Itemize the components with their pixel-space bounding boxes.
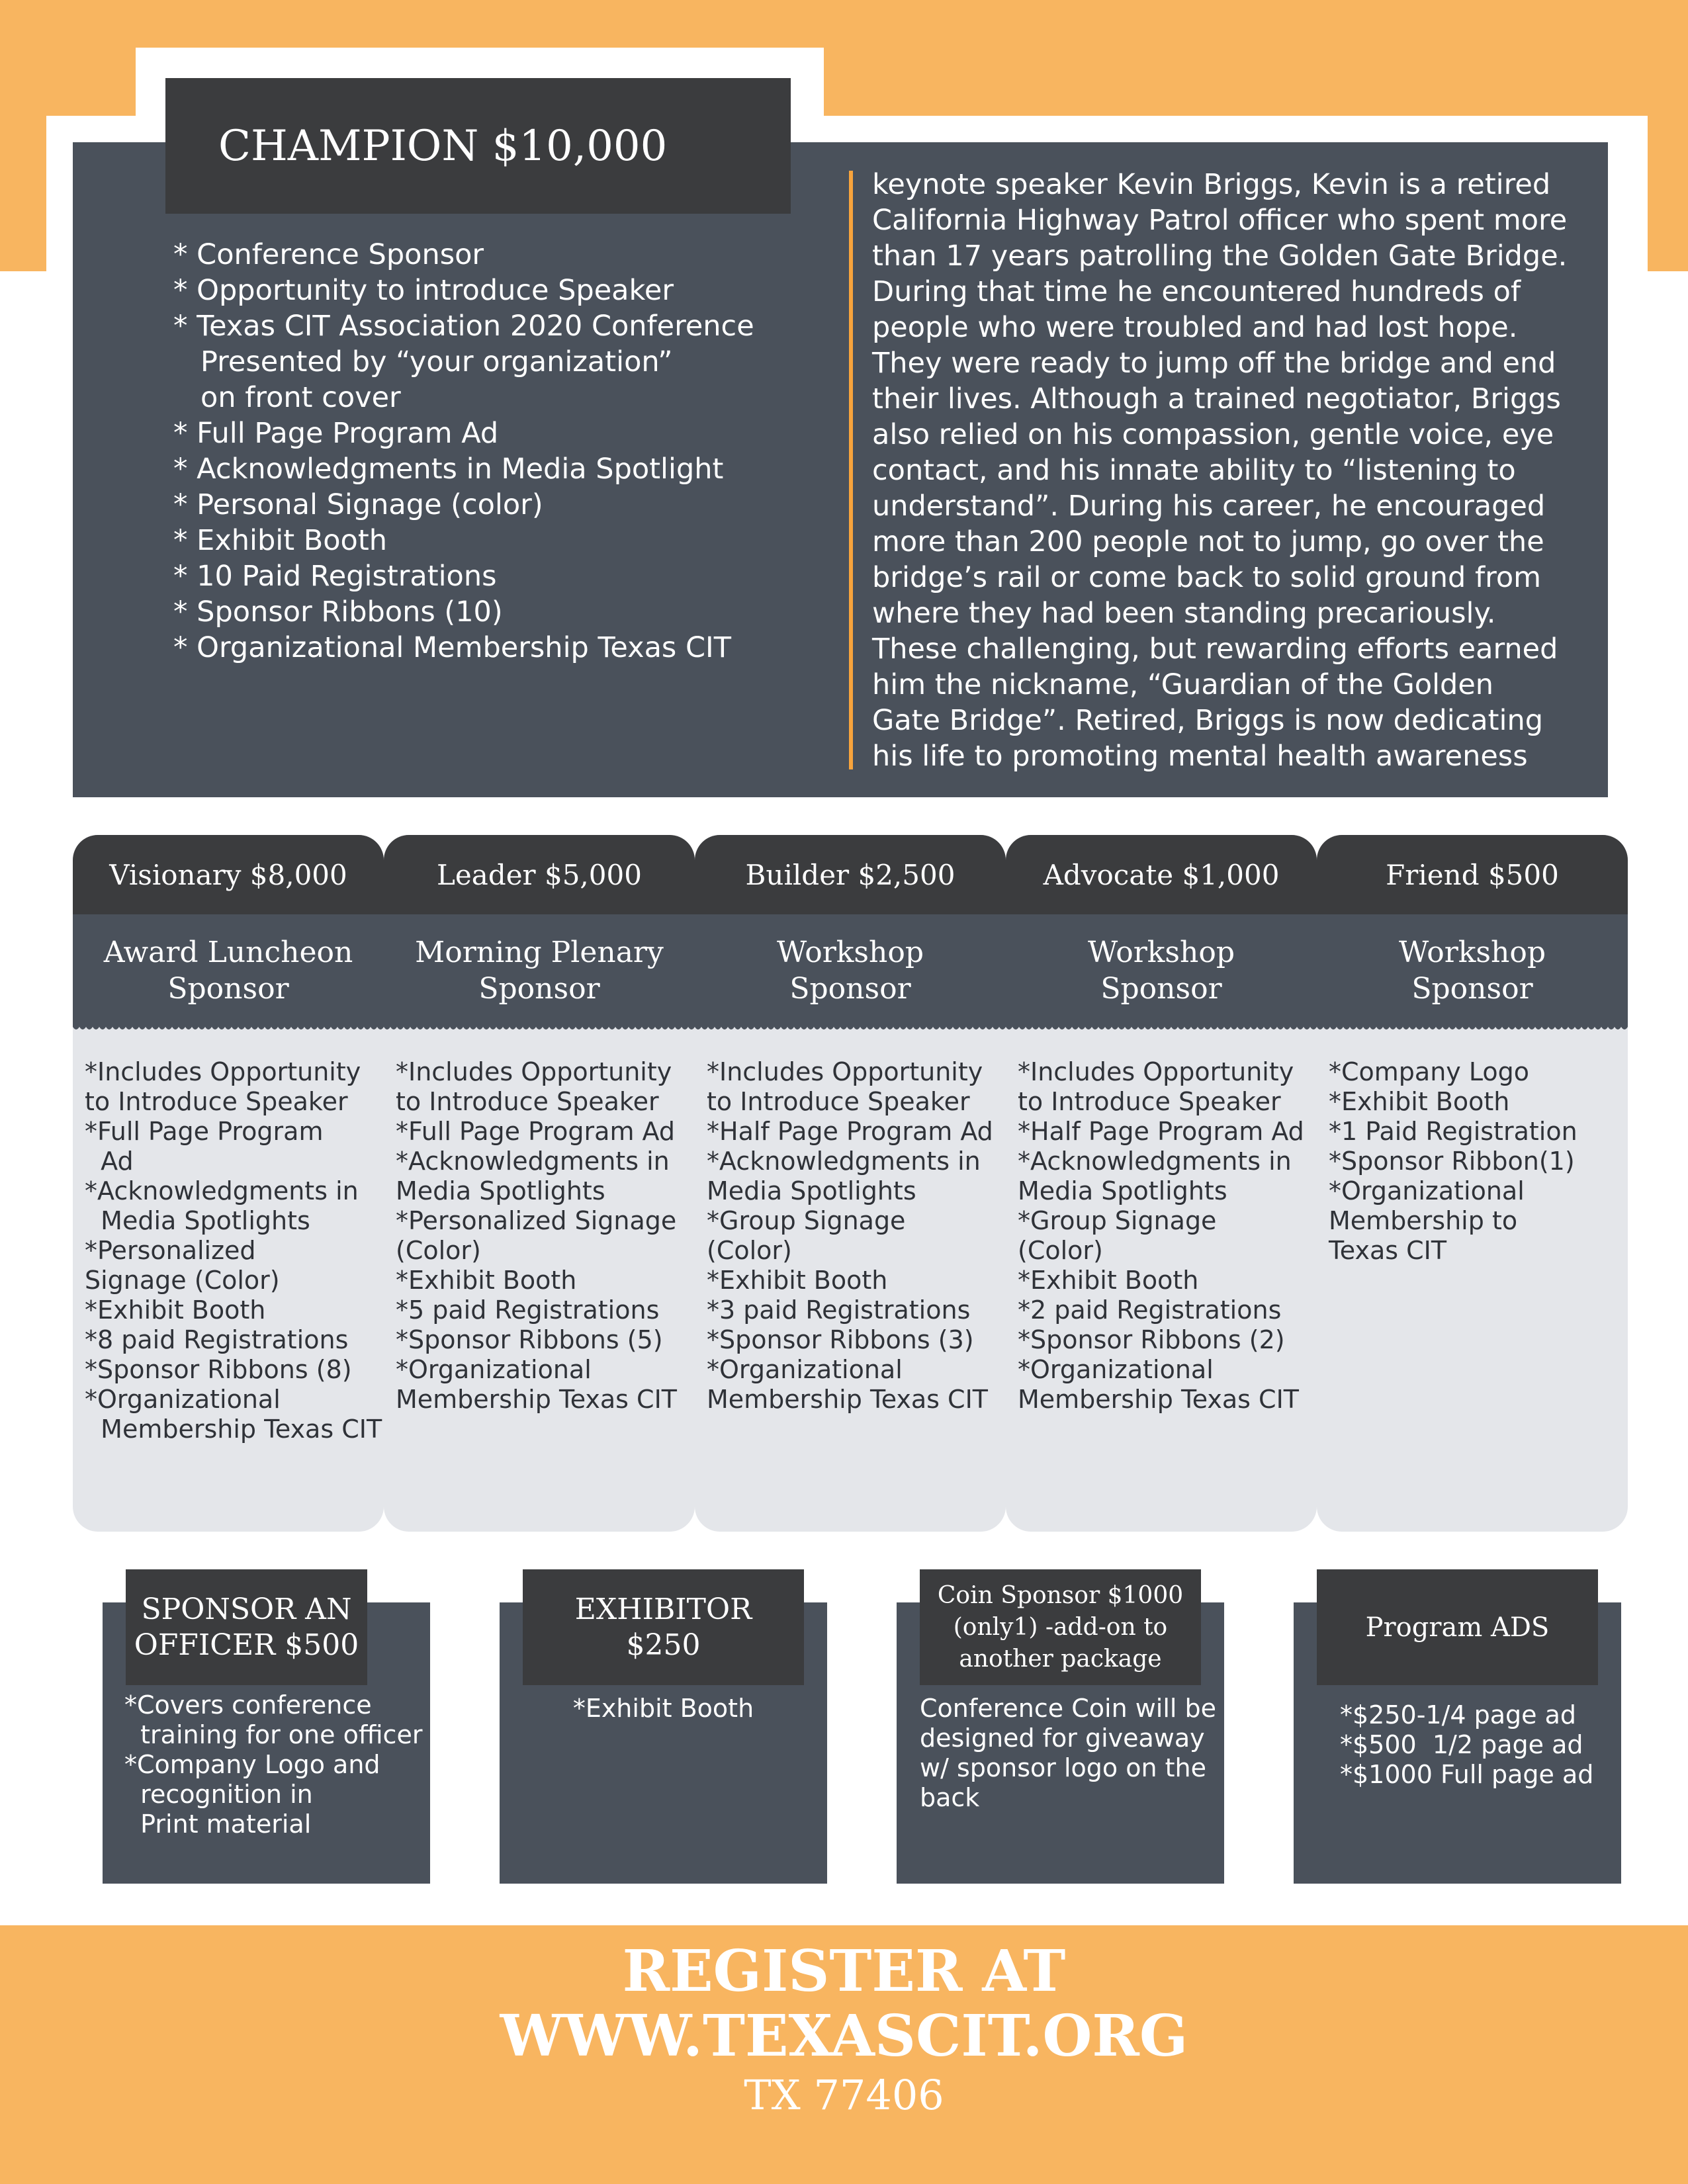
list-item: *Sponsor Ribbon(1) xyxy=(1329,1147,1575,1176)
register-url[interactable]: WWW.TEXASCIT.ORG xyxy=(500,2003,1188,2070)
tier-subtitle xyxy=(1006,914,1317,1027)
list-item: Membership Texas CIT xyxy=(707,1385,989,1414)
list-item: *Group Signage xyxy=(707,1206,906,1235)
list-item: *Personalized Signage xyxy=(396,1206,677,1235)
list-item: * Acknowledgments in Media Spotlight xyxy=(173,453,724,486)
list-item: * Texas CIT Association 2020 Conference xyxy=(173,310,754,343)
tier-benefits xyxy=(1329,1057,1623,1266)
list-item: *Includes Opportunity xyxy=(707,1057,983,1086)
list-item: *Exhibit Booth xyxy=(707,1266,888,1295)
keynote-line: also relied on his compassion, gentle voice, eye xyxy=(872,418,1554,451)
list-item: to Introduce Speaker xyxy=(707,1087,970,1116)
keynote-line: than 17 years patrolling the Golden Gate Bridge. xyxy=(872,240,1568,273)
box-title-line: OFFICER $500 xyxy=(134,1628,359,1662)
box-title-line: EXHIBITOR xyxy=(574,1592,752,1626)
list-item: * Personal Signage (color) xyxy=(173,488,543,521)
list-item: *Sponsor Ribbons (2) xyxy=(1018,1325,1285,1354)
list-item: *Covers conference xyxy=(124,1690,372,1720)
tier-title: Builder $2,500 xyxy=(695,835,1006,914)
list-item: *5 paid Registrations xyxy=(396,1295,660,1325)
list-item: *Organizational xyxy=(1018,1355,1214,1384)
list-item: Media Spotlights xyxy=(707,1176,916,1205)
tier-subtitle xyxy=(1317,914,1628,1027)
list-item: Presented by “your organization” xyxy=(173,345,673,378)
list-item: Media Spotlights xyxy=(1018,1176,1227,1205)
list-item: *Acknowledgments in xyxy=(707,1147,981,1176)
list-item: to Introduce Speaker xyxy=(85,1087,348,1116)
tier-title: Advocate $1,000 xyxy=(1006,835,1317,914)
keynote-line: keynote speaker Kevin Briggs, Kevin is a retired xyxy=(872,168,1551,201)
list-item: *Exhibit Booth xyxy=(1018,1266,1199,1295)
list-item: * Opportunity to introduce Speaker xyxy=(173,274,674,307)
list-item: Ad xyxy=(85,1147,134,1176)
tier-visionary xyxy=(73,835,384,1532)
list-item: *$500 1/2 page ad xyxy=(1340,1730,1583,1759)
list-item: *Includes Opportunity xyxy=(396,1057,672,1086)
list-item: *Acknowledgments in xyxy=(85,1176,359,1205)
tier-subtitle-line: Sponsor xyxy=(1411,972,1533,1006)
list-item: (Color) xyxy=(707,1236,792,1265)
tier-advocate xyxy=(1006,835,1317,1532)
box-title-line: Program ADS xyxy=(1365,1612,1550,1643)
list-item: Media Spotlights xyxy=(396,1176,605,1205)
tier-subtitle-line: Sponsor xyxy=(789,972,911,1006)
list-item: * Conference Sponsor xyxy=(173,238,484,271)
tier-subtitle-line: Workshop xyxy=(777,936,924,969)
keynote-line: California Highway Patrol officer who spent more xyxy=(872,204,1568,237)
coin-sponsor-benefits xyxy=(920,1694,1218,1813)
program-ads-list xyxy=(1340,1700,1605,1790)
tier-leader xyxy=(384,835,695,1532)
tier-subtitle xyxy=(384,914,695,1027)
keynote-line: Gate Bridge”. Retired, Briggs is now dedicating xyxy=(872,704,1544,737)
program-ads-title xyxy=(1317,1569,1598,1685)
list-item: *Acknowledgments in xyxy=(396,1147,670,1176)
tier-subtitle-line: Morning Plenary xyxy=(415,936,664,969)
list-item: (Color) xyxy=(396,1236,481,1265)
list-item: *Organizational xyxy=(396,1355,592,1384)
tier-friend xyxy=(1317,835,1628,1532)
list-item: *Acknowledgments in xyxy=(1018,1147,1292,1176)
tier-subtitle xyxy=(695,914,1006,1027)
register-heading: REGISTER AT xyxy=(622,1938,1066,2005)
keynote-line: contact, and his innate ability to “listening to xyxy=(872,454,1516,487)
list-item: * 10 Paid Registrations xyxy=(173,560,497,593)
sponsor-officer-title xyxy=(126,1569,367,1685)
list-item: *Sponsor Ribbons (5) xyxy=(396,1325,663,1354)
champion-title xyxy=(165,78,791,214)
list-item: designed for giveaway xyxy=(920,1724,1205,1753)
list-item: Membership to xyxy=(1329,1206,1518,1235)
tier-subtitle-line: Sponsor xyxy=(478,972,600,1006)
tier-title: Friend $500 xyxy=(1317,835,1628,914)
tier-benefits xyxy=(707,1057,1001,1415)
list-item: *Organizational xyxy=(1329,1176,1525,1205)
list-item: *$1000 Full page ad xyxy=(1340,1760,1594,1789)
keynote-line: These challenging, but rewarding efforts earned xyxy=(872,633,1558,666)
keynote-line: where they had been standing precariously. xyxy=(872,597,1496,630)
tier-title: Visionary $8,000 xyxy=(73,835,384,914)
keynote-line: bridge’s rail or come back to solid ground from xyxy=(872,561,1542,594)
list-item: *Organizational xyxy=(85,1385,281,1414)
keynote-line: their lives. Although a trained negotiator, Briggs xyxy=(872,382,1561,415)
list-item: *Sponsor Ribbons (8) xyxy=(85,1355,352,1384)
keynote-line: During that time he encountered hundreds of xyxy=(872,275,1521,308)
list-item: Conference Coin will be xyxy=(920,1694,1217,1723)
keynote-accent-bar xyxy=(849,171,853,769)
list-item: Signage (Color) xyxy=(85,1266,280,1295)
keynote-description xyxy=(872,167,1593,774)
keynote-line: him the nickname, “Guardian of the Golden xyxy=(872,668,1494,701)
list-item: Texas CIT xyxy=(1329,1236,1447,1265)
list-item: recognition in xyxy=(124,1780,313,1809)
list-item: * Full Page Program Ad xyxy=(173,417,499,450)
exhibitor-title xyxy=(523,1569,804,1685)
wave-edge xyxy=(384,1022,695,1032)
keynote-line: people who were troubled and had lost hope. xyxy=(872,311,1518,344)
champion-title-text: CHAMPION $10,000 xyxy=(218,121,668,171)
tier-title: Leader $5,000 xyxy=(384,835,695,914)
list-item: * Organizational Membership Texas CIT xyxy=(173,631,731,664)
list-item: on front cover xyxy=(173,381,401,414)
list-item: *Group Signage xyxy=(1018,1206,1217,1235)
tier-subtitle-line: Workshop xyxy=(1399,936,1546,969)
keynote-line: his life to promoting mental health awareness xyxy=(872,740,1528,773)
list-item: training for one officer xyxy=(124,1720,423,1749)
wave-edge xyxy=(1006,1022,1317,1032)
list-item: *Full Page Program xyxy=(85,1117,324,1146)
box-title-line: Coin Sponsor $1000 xyxy=(937,1581,1184,1609)
tier-subtitle-line: Sponsor xyxy=(167,972,289,1006)
list-item: Membership Texas CIT xyxy=(85,1415,382,1444)
list-item: *Includes Opportunity xyxy=(85,1057,361,1086)
list-item: *Personalized xyxy=(85,1236,256,1265)
sponsor-officer-benefits xyxy=(124,1690,422,1839)
list-item: *Company Logo xyxy=(1329,1057,1529,1086)
tier-subtitle-line: Workshop xyxy=(1088,936,1235,969)
box-title-line: another package xyxy=(959,1645,1162,1673)
list-item: *Organizational xyxy=(707,1355,903,1384)
tier-builder xyxy=(695,835,1006,1532)
keynote-line: understand”. During his career, he encouraged xyxy=(872,490,1546,523)
exhibitor-benefits xyxy=(500,1694,827,1724)
list-item: Media Spotlights xyxy=(85,1206,310,1235)
tier-benefits xyxy=(396,1057,690,1415)
champion-benefits-list xyxy=(173,237,835,666)
list-item: *Exhibit Booth xyxy=(396,1266,577,1295)
list-item: *2 paid Registrations xyxy=(1018,1295,1282,1325)
list-item: *1 Paid Registration xyxy=(1329,1117,1577,1146)
tier-subtitle-line: Award Luncheon xyxy=(103,936,353,969)
wave-edge xyxy=(695,1022,1006,1032)
coin-sponsor-title xyxy=(920,1569,1201,1685)
list-item: *3 paid Registrations xyxy=(707,1295,971,1325)
list-item: (Color) xyxy=(1018,1236,1103,1265)
list-item: * Exhibit Booth xyxy=(173,524,387,557)
wave-edge xyxy=(1317,1022,1628,1032)
list-item: *Full Page Program Ad xyxy=(396,1117,675,1146)
box-title-line: SPONSOR AN xyxy=(141,1592,352,1626)
register-zip: TX 77406 xyxy=(744,2071,944,2119)
tier-subtitle xyxy=(73,914,384,1027)
list-item: *Half Page Program Ad xyxy=(1018,1117,1304,1146)
keynote-line: more than 200 people not to jump, go over the xyxy=(872,525,1544,558)
list-item: * Sponsor Ribbons (10) xyxy=(173,595,503,629)
list-item: *Exhibit Booth xyxy=(572,1694,754,1723)
list-item: Membership Texas CIT xyxy=(1018,1385,1300,1414)
list-item: Membership Texas CIT xyxy=(396,1385,678,1414)
tier-benefits xyxy=(1018,1057,1312,1415)
list-item: Print material xyxy=(124,1810,312,1839)
list-item: *Includes Opportunity xyxy=(1018,1057,1294,1086)
list-item: *Company Logo and xyxy=(124,1750,380,1779)
tier-benefits xyxy=(85,1057,382,1444)
list-item: *Exhibit Booth xyxy=(85,1295,266,1325)
list-item: *8 paid Registrations xyxy=(85,1325,349,1354)
wave-edge xyxy=(73,1022,384,1032)
list-item: back xyxy=(920,1783,980,1812)
list-item: *$250-1/4 page ad xyxy=(1340,1700,1577,1729)
list-item: *Sponsor Ribbons (3) xyxy=(707,1325,974,1354)
list-item: w/ sponsor logo on the xyxy=(920,1753,1206,1782)
list-item: to Introduce Speaker xyxy=(396,1087,659,1116)
box-title-line: (only1) -add-on to xyxy=(953,1613,1168,1641)
list-item: *Half Page Program Ad xyxy=(707,1117,993,1146)
list-item: *Exhibit Booth xyxy=(1329,1087,1510,1116)
list-item: to Introduce Speaker xyxy=(1018,1087,1281,1116)
box-title-line: $250 xyxy=(626,1628,701,1662)
keynote-line: They were ready to jump off the bridge and end xyxy=(872,347,1556,380)
tier-subtitle-line: Sponsor xyxy=(1100,972,1222,1006)
